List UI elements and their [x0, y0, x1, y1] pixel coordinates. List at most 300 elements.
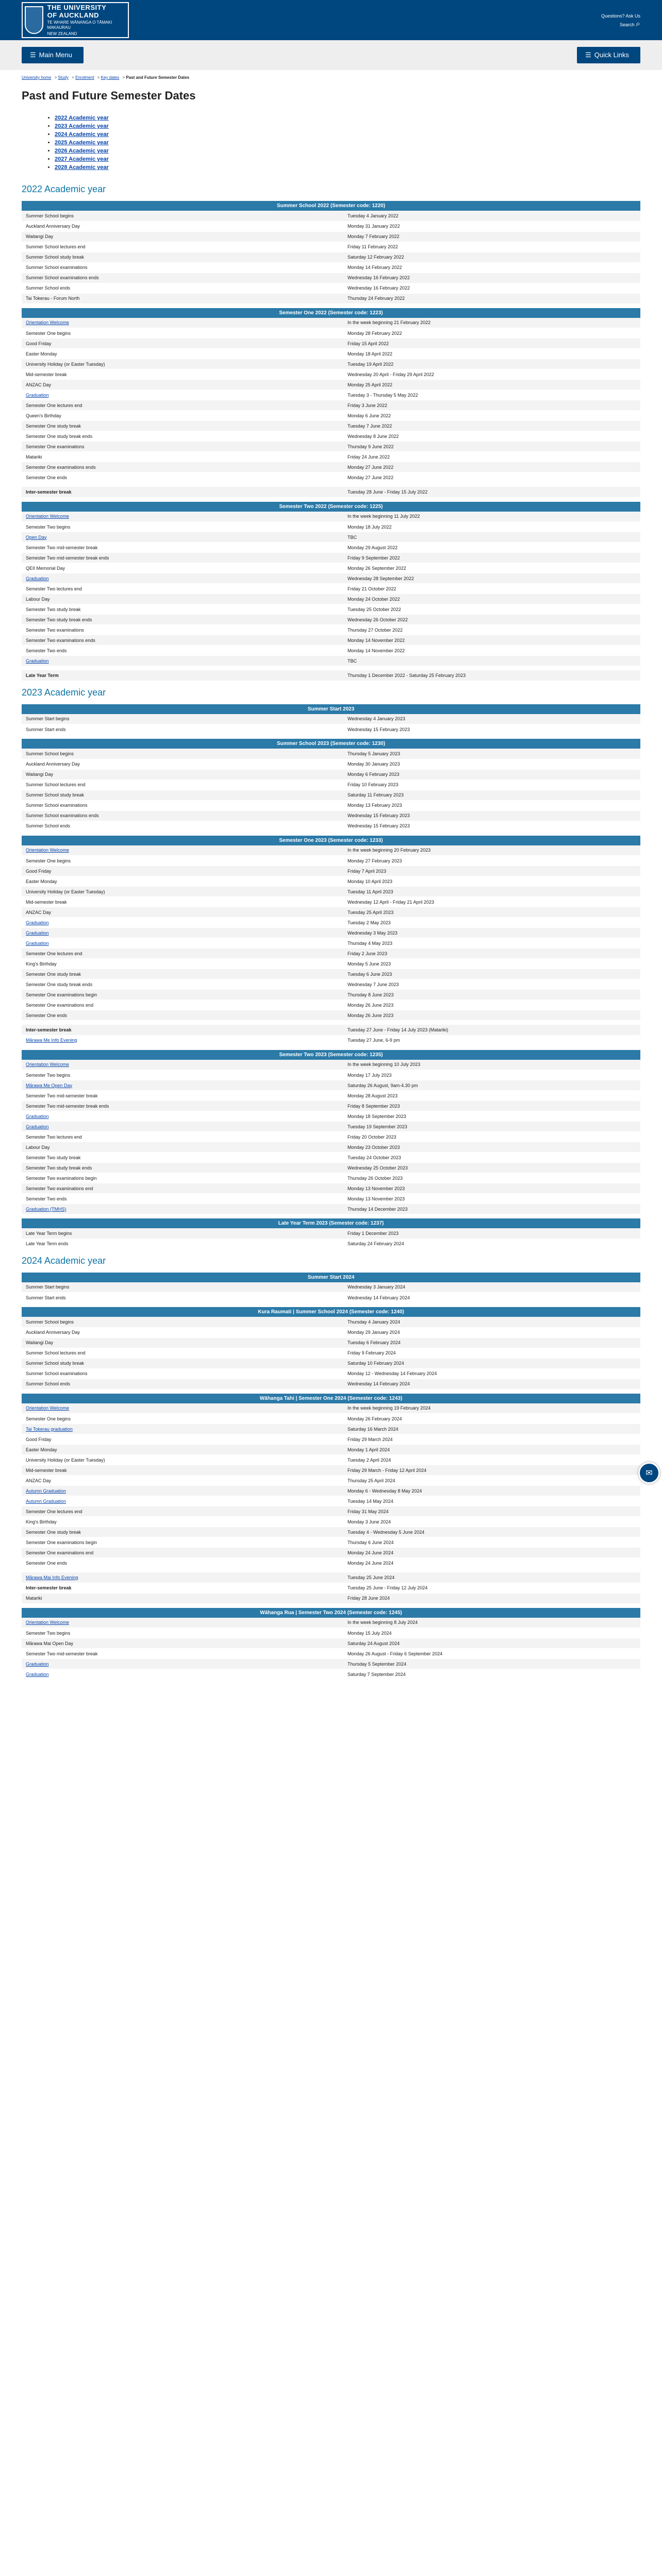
table-row [22, 714, 640, 724]
toc-link[interactable]: 2025 Academic year [55, 140, 109, 146]
breadcrumb-item[interactable]: Key dates [101, 75, 120, 80]
event-cell: Semester Two begins [22, 1628, 343, 1638]
event-cell: Waitangi Day [22, 1337, 343, 1348]
event-cell: Semester One examinations begin [22, 990, 343, 1000]
event-link[interactable]: Orientation Welcome [26, 848, 69, 853]
date-cell: Friday 9 September 2022 [343, 553, 640, 563]
event-cell: Semester One study break ends [22, 979, 343, 990]
date-cell: Saturday 24 August 2024 [343, 1638, 640, 1649]
date-cell: Monday 7 February 2022 [343, 231, 640, 242]
event-link[interactable]: Graduation (TMHS) [26, 1206, 67, 1212]
quick-links-button[interactable] [577, 47, 640, 63]
event-cell: Summer School study break [22, 1358, 343, 1368]
date-cell: Thursday 1 December 2022 - Saturday 25 February 2023 [343, 670, 640, 681]
date-cell: Wednesday 20 April - Friday 29 April 2022 [343, 369, 640, 380]
table-row [22, 1153, 640, 1163]
toc-item [55, 147, 629, 155]
toc-link[interactable]: 2027 Academic year [55, 156, 109, 162]
table-row [22, 1239, 640, 1249]
event-link[interactable]: Graduation [26, 1124, 49, 1129]
dates-grid [22, 670, 640, 681]
table-row [22, 1628, 640, 1638]
table-row [22, 1293, 640, 1303]
table-row [22, 1537, 640, 1548]
logo-text-line2: OF AUCKLAND [47, 11, 99, 19]
event-cell: King's Birthday [22, 959, 343, 969]
event-cell: Semester One begins [22, 856, 343, 866]
event-cell [22, 918, 343, 928]
event-cell: Semester One study break [22, 421, 343, 431]
table-row [22, 1445, 640, 1455]
table-row [22, 845, 640, 856]
table-row [22, 573, 640, 584]
breadcrumb-item[interactable]: Study [58, 75, 69, 80]
date-cell: Monday 13 November 2023 [343, 1194, 640, 1204]
event-cell [22, 845, 343, 856]
event-cell: Summer School lectures end [22, 1348, 343, 1358]
table-row [22, 563, 640, 573]
table-row [22, 1583, 640, 1593]
table-row [22, 897, 640, 907]
dates-grid [22, 1317, 640, 1389]
toc-link[interactable]: 2028 Academic year [55, 164, 109, 171]
date-cell: Wednesday 25 October 2023 [343, 1163, 640, 1173]
table-row [22, 1035, 640, 1045]
toc-link[interactable]: 2022 Academic year [55, 115, 109, 121]
table-row [22, 452, 640, 462]
dates-table [22, 308, 640, 483]
event-cell: University Holiday (or Easter Tuesday) [22, 359, 343, 369]
event-cell: Semester One examinations begin [22, 1537, 343, 1548]
date-cell: Wednesday 16 February 2022 [343, 283, 640, 293]
date-cell: Wednesday 4 January 2023 [343, 714, 640, 724]
date-cell: Monday 10 April 2023 [343, 876, 640, 887]
breadcrumb-separator: > [70, 75, 76, 80]
date-cell: Monday 26 September 2022 [343, 563, 640, 573]
table-row [22, 1403, 640, 1414]
table-row [22, 1414, 640, 1424]
table-row [22, 221, 640, 231]
event-link[interactable]: Graduation [26, 392, 49, 398]
event-link[interactable]: Graduation [26, 658, 49, 664]
date-cell: Monday 6 - Wednesday 8 May 2024 [343, 1486, 640, 1496]
event-cell: Semester Two mid-semester break ends [22, 1101, 343, 1111]
table-row [22, 1122, 640, 1132]
dates-grid [22, 749, 640, 832]
event-cell: Semester Two study break ends [22, 615, 343, 625]
table-row [22, 866, 640, 876]
dates-grid [22, 512, 640, 667]
table-row [22, 1194, 640, 1204]
date-cell: Friday 11 February 2022 [343, 242, 640, 252]
event-cell: Labour Day [22, 1142, 343, 1153]
toc-link[interactable]: 2024 Academic year [55, 131, 109, 138]
table-heading: Wāhanga Rua | Semester Two 2024 (Semester code: 1245) [22, 1608, 640, 1618]
event-cell: Semester One ends [22, 472, 343, 483]
table-row [22, 1517, 640, 1527]
table-row [22, 380, 640, 390]
event-cell: Auckland Anniversary Day [22, 759, 343, 769]
table-row [22, 318, 640, 328]
event-cell: Summer School study break [22, 790, 343, 800]
toc-link[interactable]: 2026 Academic year [55, 148, 109, 154]
table-row [22, 584, 640, 594]
event-link[interactable]: Orientation Welcome [26, 1405, 69, 1411]
table-row [22, 1548, 640, 1558]
event-cell: Semester Two examinations begin [22, 1173, 343, 1183]
table-row [22, 400, 640, 411]
table-row [22, 283, 640, 293]
dates-grid [22, 1403, 640, 1569]
event-cell: QEII Memorial Day [22, 563, 343, 573]
table-row [22, 1282, 640, 1293]
event-cell: Auckland Anniversary Day [22, 221, 343, 231]
date-cell: Monday 13 November 2023 [343, 1183, 640, 1194]
breadcrumb-separator: > [96, 75, 101, 80]
event-cell: Mārawa Mai Open Day [22, 1638, 343, 1649]
event-link[interactable]: Orientation Welcome [26, 1062, 69, 1067]
dates-table [22, 1218, 640, 1249]
table-row [22, 1486, 640, 1496]
event-cell: Semester One examinations [22, 442, 343, 452]
table-heading: Semester Two 2022 (Semester code: 1225) [22, 502, 640, 512]
date-cell: Friday 31 May 2024 [343, 1506, 640, 1517]
table-heading: Summer School 2023 (Semester code: 1230) [22, 739, 640, 749]
date-cell: Thursday 9 June 2022 [343, 442, 640, 452]
event-link[interactable]: Autumn Graduation [26, 1498, 67, 1504]
event-cell [22, 512, 343, 522]
dates-grid [22, 1025, 640, 1046]
date-cell: Monday 27 February 2023 [343, 856, 640, 866]
table-row [22, 625, 640, 635]
date-cell: Monday 25 April 2022 [343, 380, 640, 390]
event-cell: Semester Two examinations ends [22, 635, 343, 646]
date-cell: Thursday 26 October 2023 [343, 1173, 640, 1183]
date-cell: Friday 15 April 2022 [343, 338, 640, 349]
table-heading: Summer School 2022 (Semester code: 1220) [22, 201, 640, 211]
event-link[interactable]: Mārawa Me Info Evening [26, 1038, 77, 1043]
date-cell: Wednesday 15 February 2023 [343, 810, 640, 821]
dates-table [22, 201, 640, 304]
date-cell: Wednesday 3 January 2024 [343, 1282, 640, 1293]
event-cell: Matariki [22, 1593, 343, 1603]
date-cell: Saturday 24 February 2024 [343, 1239, 640, 1249]
main-menu-label: Main Menu [39, 51, 72, 59]
date-cell: Thursday 5 January 2023 [343, 749, 640, 759]
table-row [22, 635, 640, 646]
event-cell: Tai Tokerau - Forum North [22, 293, 343, 303]
event-cell: Late Year Term [22, 670, 343, 681]
dates-grid [22, 487, 640, 498]
date-cell: Monday 18 July 2022 [343, 522, 640, 532]
date-cell: Tuesday 7 June 2022 [343, 421, 640, 431]
date-cell: Monday 17 July 2023 [343, 1070, 640, 1080]
event-cell [22, 1486, 343, 1496]
date-cell: Monday 26 August - Friday 6 September 2024 [343, 1649, 640, 1659]
table-row [22, 1455, 640, 1465]
event-link[interactable]: Graduation [26, 930, 49, 936]
date-cell: Friday 10 February 2023 [343, 779, 640, 790]
date-cell: Monday 26 June 2023 [343, 1010, 640, 1021]
event-cell: Summer School lectures end [22, 242, 343, 252]
date-cell: Thursday 24 February 2022 [343, 293, 640, 303]
event-cell: Easter Monday [22, 1445, 343, 1455]
date-cell: Wednesday 12 April - Friday 21 April 2023 [343, 897, 640, 907]
table-row [22, 211, 640, 221]
date-cell: Tuesday 19 April 2022 [343, 359, 640, 369]
table-row [22, 262, 640, 273]
search-label: Search [619, 22, 635, 27]
toc-item [55, 130, 629, 139]
date-cell: Friday 7 April 2023 [343, 866, 640, 876]
table-heading: Late Year Term 2023 (Semester code: 1237) [22, 1218, 640, 1228]
date-cell: Wednesday 14 February 2024 [343, 1293, 640, 1303]
date-cell: Monday 3 June 2024 [343, 1517, 640, 1527]
dates-table [22, 704, 640, 735]
year-heading: 2022 Academic year [22, 184, 106, 194]
date-cell: Monday 29 January 2024 [343, 1327, 640, 1337]
menu-icon: ☰ [30, 51, 36, 59]
date-cell: Tuesday 6 June 2023 [343, 969, 640, 979]
date-cell: Saturday 12 February 2022 [343, 252, 640, 262]
main-content [0, 184, 662, 1704]
date-cell: Monday 23 October 2023 [343, 1142, 640, 1153]
event-cell: ANZAC Day [22, 907, 343, 918]
toc-item [55, 122, 629, 130]
event-link[interactable]: Tai Tokerau graduation [26, 1426, 73, 1432]
date-cell: Monday 24 October 2022 [343, 594, 640, 604]
event-cell [22, 318, 343, 328]
event-link[interactable]: Graduation [26, 575, 49, 581]
event-link[interactable]: Open Day [26, 534, 47, 540]
event-cell: King's Birthday [22, 1517, 343, 1527]
table-row [22, 1204, 640, 1214]
breadcrumb-item[interactable]: Enrolment [75, 75, 94, 80]
table-row [22, 615, 640, 625]
table-row [22, 1228, 640, 1239]
date-cell: Wednesday 26 October 2022 [343, 615, 640, 625]
date-cell: Tuesday 6 February 2024 [343, 1337, 640, 1348]
dates-table [22, 670, 640, 681]
event-cell: Semester Two study break [22, 1153, 343, 1163]
table-row [22, 328, 640, 338]
chat-widget-button[interactable] [638, 1462, 660, 1484]
event-cell: University Holiday (or Easter Tuesday) [22, 1455, 343, 1465]
date-cell: Friday 8 September 2023 [343, 1101, 640, 1111]
table-row [22, 1476, 640, 1486]
date-cell: Monday 24 June 2024 [343, 1548, 640, 1558]
event-cell: Semester Two study break ends [22, 1163, 343, 1173]
event-link[interactable]: Graduation [26, 920, 49, 925]
event-cell: Good Friday [22, 1434, 343, 1445]
table-row [22, 724, 640, 735]
dates-table [22, 1273, 640, 1303]
table-row [22, 369, 640, 380]
table-heading: Wāhanga Tahi | Semester One 2024 (Semester code: 1243) [22, 1394, 640, 1403]
table-row [22, 1496, 640, 1506]
table-row [22, 1025, 640, 1035]
table-row [22, 779, 640, 790]
menu-icon: ☰ [585, 51, 591, 59]
table-row [22, 1434, 640, 1445]
table-row [22, 273, 640, 283]
event-cell: ANZAC Day [22, 1476, 343, 1486]
event-cell: Summer School ends [22, 1379, 343, 1389]
year-heading: 2023 Academic year [22, 687, 106, 698]
event-cell: Semester Two mid-semester break [22, 543, 343, 553]
university-logo[interactable] [22, 2, 129, 38]
event-cell: Summer Start begins [22, 714, 343, 724]
search-button[interactable] [601, 20, 640, 29]
table-row [22, 1337, 640, 1348]
date-cell: Wednesday 28 September 2022 [343, 573, 640, 584]
table-row [22, 1649, 640, 1659]
event-cell: Semester Two examinations end [22, 1183, 343, 1194]
date-cell: In the week beginning 8 July 2024 [343, 1618, 640, 1628]
breadcrumb [0, 70, 662, 85]
table-row [22, 938, 640, 948]
main-menu-button[interactable] [22, 47, 84, 63]
date-cell: Monday 13 February 2023 [343, 800, 640, 810]
event-link[interactable]: Orientation Welcome [26, 514, 69, 519]
event-link[interactable]: Graduation [26, 1113, 49, 1119]
event-link[interactable]: Autumn Graduation [26, 1488, 67, 1494]
event-cell: Semester One examinations end [22, 1000, 343, 1010]
date-cell: In the week beginning 21 February 2022 [343, 318, 640, 328]
date-cell: Tuesday 2 May 2023 [343, 918, 640, 928]
date-cell: Friday 2 June 2023 [343, 948, 640, 959]
table-row [22, 749, 640, 759]
table-row [22, 1379, 640, 1389]
event-cell: Queen's Birthday [22, 411, 343, 421]
table-row [22, 1424, 640, 1434]
event-link[interactable]: Mārawa Me Open Day [26, 1082, 73, 1088]
questions-link[interactable]: Questions? Ask Us [601, 13, 640, 19]
event-cell: Summer School ends [22, 283, 343, 293]
date-cell: Monday 27 June 2022 [343, 462, 640, 472]
date-cell: In the week beginning 19 February 2024 [343, 1403, 640, 1414]
table-row [22, 442, 640, 452]
event-cell: Waitangi Day [22, 769, 343, 779]
event-cell [22, 1122, 343, 1132]
table-row [22, 1558, 640, 1568]
dates-grid [22, 714, 640, 735]
date-cell: Tuesday 25 April 2023 [343, 907, 640, 918]
table-row [22, 759, 640, 769]
event-cell: Semester One begins [22, 328, 343, 338]
date-cell: Monday 26 June 2023 [343, 1000, 640, 1010]
date-cell: Monday 1 April 2024 [343, 1445, 640, 1455]
breadcrumb-item: Past and Future Semester Dates [126, 75, 190, 80]
year-heading: 2024 Academic year [22, 1255, 106, 1266]
date-cell: Tuesday 3 - Thursday 5 May 2022 [343, 390, 640, 400]
table-row [22, 1618, 640, 1628]
event-cell [22, 1060, 343, 1070]
date-cell: TBC [343, 656, 640, 666]
header-links [601, 12, 640, 29]
table-row [22, 918, 640, 928]
date-cell: Friday 28 June 2024 [343, 1593, 640, 1603]
date-cell: Monday 15 July 2024 [343, 1628, 640, 1638]
date-cell: Tuesday 4 January 2022 [343, 211, 640, 221]
dates-table [22, 1307, 640, 1389]
event-link[interactable]: Orientation Welcome [26, 1620, 69, 1625]
table-heading: Summer Start 2023 [22, 704, 640, 714]
event-cell: Semester One begins [22, 1414, 343, 1424]
breadcrumb-separator: > [121, 75, 126, 80]
event-cell [22, 1572, 343, 1583]
date-cell: Tuesday 4 - Wednesday 5 June 2024 [343, 1527, 640, 1537]
event-cell: Summer School begins [22, 749, 343, 759]
date-cell: Monday 6 February 2023 [343, 769, 640, 779]
date-cell: TBC [343, 532, 640, 543]
table-heading: Semester One 2022 (Semester code: 1223) [22, 308, 640, 318]
event-cell: Summer Start ends [22, 724, 343, 735]
table-row [22, 231, 640, 242]
event-cell: Summer School examinations ends [22, 810, 343, 821]
event-link[interactable]: Graduation [26, 1661, 49, 1667]
date-cell: Friday 24 June 2022 [343, 452, 640, 462]
event-cell: Semester Two begins [22, 522, 343, 532]
table-row [22, 990, 640, 1000]
event-cell: Semester One study break ends [22, 431, 343, 442]
date-cell: Saturday 7 September 2024 [343, 1669, 640, 1680]
table-row [22, 790, 640, 800]
dates-table [22, 836, 640, 1021]
date-cell: Tuesday 25 June - Friday 12 July 2024 [343, 1583, 640, 1593]
table-row [22, 349, 640, 359]
date-cell: In the week beginning 11 July 2022 [343, 512, 640, 522]
date-cell: Tuesday 14 May 2024 [343, 1496, 640, 1506]
event-cell: Matariki [22, 452, 343, 462]
breadcrumb-item[interactable]: University home [22, 75, 52, 80]
date-cell: Thursday 6 June 2024 [343, 1537, 640, 1548]
event-link[interactable]: Graduation [26, 1671, 49, 1677]
event-cell [22, 1403, 343, 1414]
table-row [22, 907, 640, 918]
table-row [22, 1101, 640, 1111]
date-cell: Thursday 5 September 2024 [343, 1659, 640, 1669]
table-row [22, 670, 640, 681]
table-row [22, 522, 640, 532]
event-cell: Semester Two lectures end [22, 584, 343, 594]
date-cell: Friday 21 October 2022 [343, 584, 640, 594]
date-cell: Tuesday 27 June, 6-9 pm [343, 1035, 640, 1045]
toc-item [55, 155, 629, 163]
event-link[interactable]: Graduation [26, 940, 49, 946]
table-row [22, 800, 640, 810]
date-cell: Tuesday 11 April 2023 [343, 887, 640, 897]
date-cell: Tuesday 25 June 2024 [343, 1572, 640, 1583]
date-cell: In the week beginning 20 February 2023 [343, 845, 640, 856]
table-row [22, 1572, 640, 1583]
event-link[interactable]: Mārawa Mai Info Evening [26, 1574, 78, 1580]
date-cell: Monday 26 February 2024 [343, 1414, 640, 1424]
table-row [22, 928, 640, 938]
event-cell: Semester One lectures end [22, 400, 343, 411]
event-link[interactable]: Orientation Welcome [26, 320, 69, 326]
date-cell: Monday 30 January 2023 [343, 759, 640, 769]
date-cell: Wednesday 7 June 2023 [343, 979, 640, 990]
table-row [22, 810, 640, 821]
toc-link[interactable]: 2023 Academic year [55, 123, 109, 129]
date-cell: Thursday 27 October 2022 [343, 625, 640, 635]
date-cell: Thursday 4 May 2023 [343, 938, 640, 948]
table-row [22, 338, 640, 349]
event-cell: Late Year Term begins [22, 1228, 343, 1239]
event-cell: Semester Two examinations [22, 625, 343, 635]
event-cell [22, 1080, 343, 1091]
